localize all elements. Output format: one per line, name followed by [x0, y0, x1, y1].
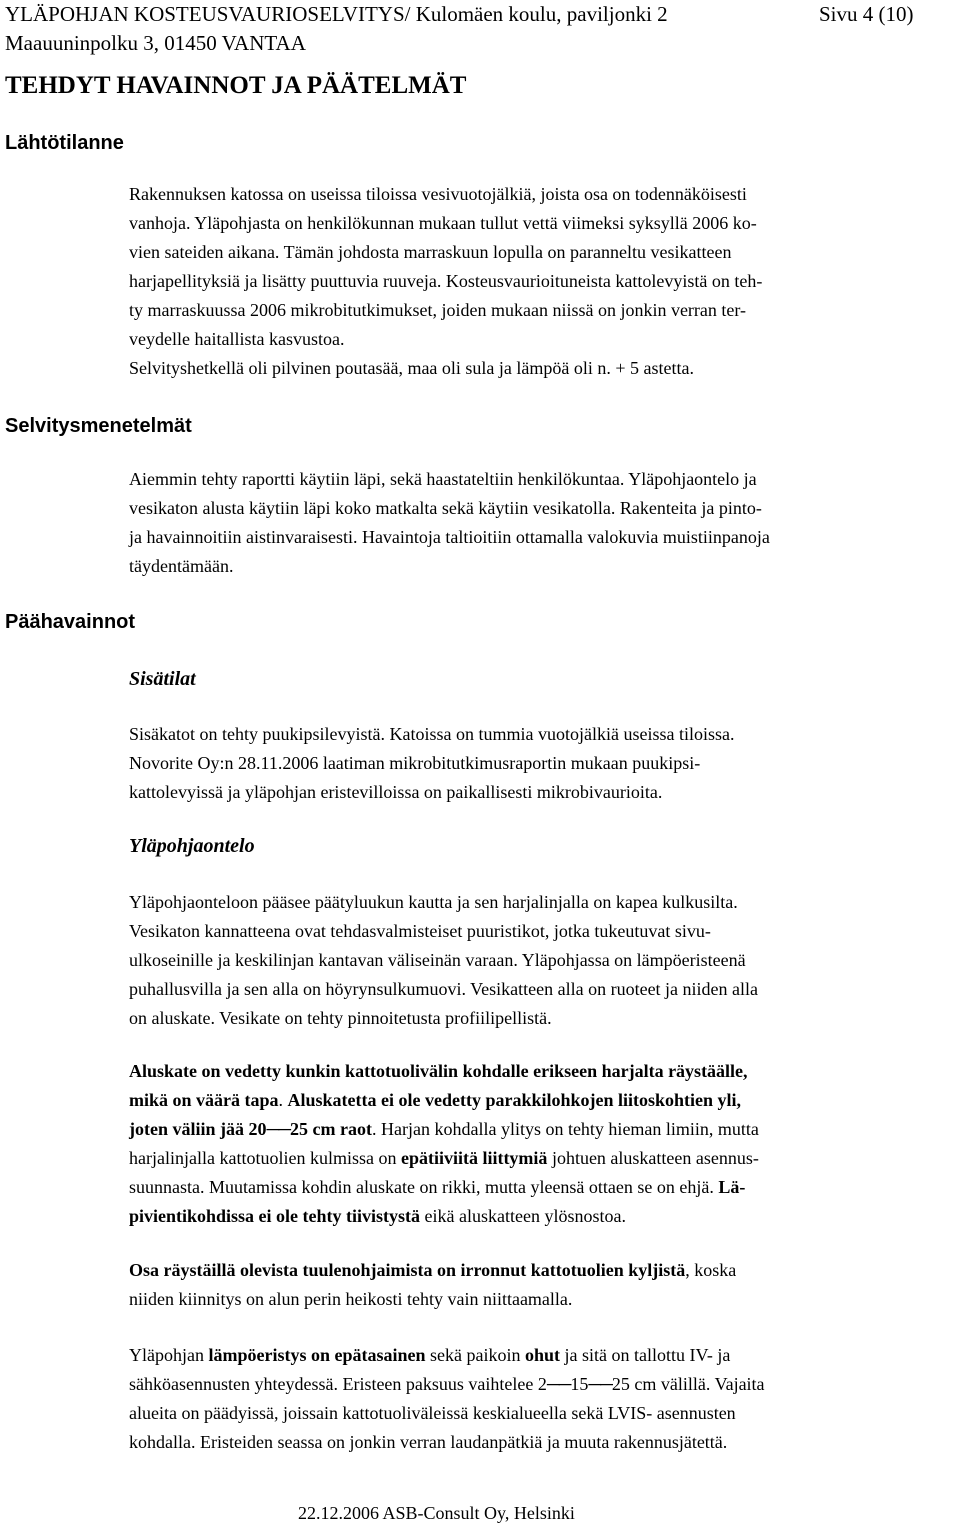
- page-number: Sivu 4 (10): [819, 2, 914, 26]
- bold-text: joten väliin jää 20: [129, 1119, 267, 1139]
- text-line: Aluskate on vedetty kunkin kattotuolivälin kohdalle erikseen harjalta räystäälle,: [129, 1061, 748, 1081]
- text-span: sekä paikoin: [425, 1345, 525, 1365]
- bold-text: lämpöeristys on epätasainen: [208, 1345, 426, 1365]
- bold-text: pivientikohdissa ei ole tehty tiivistystä: [129, 1206, 421, 1226]
- text-line: ulkoseinille ja keskilinjan kantavan väliseinän varaan. Yläpohjassa on lämpöeristeenä: [129, 950, 746, 970]
- page-footer: 22.12.2006 ASB-Consult Oy, Helsinki: [298, 1503, 575, 1523]
- document-title: YLÄPOHJAN KOSTEUSVAURIOSELVITYS/ Kulomäen koulu, paviljonki 2: [5, 2, 668, 26]
- text-span: eikä aluskatteen ylösnostoa.: [420, 1206, 626, 1226]
- text-line: Selvityshetkellä oli pilvinen poutasää, maa oli sula ja lämpöä oli n. + 5 astetta.: [129, 358, 695, 378]
- bold-text: Osa räystäillä olevista tuulenohjaimista on irronnut kattotuolien kyljistä: [129, 1260, 686, 1280]
- text-span: 25 cm välillä. Vajaita: [611, 1374, 765, 1394]
- dash: ──: [266, 1119, 291, 1139]
- text-span: .: [278, 1090, 288, 1110]
- bold-text: Lä-: [718, 1177, 746, 1197]
- lahtotilanne-paragraph: [129, 180, 954, 383]
- text-line: kohdalla. Eristeiden seassa on jonkin verran laudanpätkiä ja muuta rakennusjätettä.: [129, 1432, 728, 1452]
- bold-text: Aluskatetta ei ole vedetty parakkilohkojen liitoskohtien yli,: [287, 1090, 742, 1110]
- text-span: 15: [570, 1374, 589, 1394]
- text-line: ja havainnoitiin aistinvaraisesti. Havaintoja taltioitiin ottamalla valokuvia muistiinpanoja: [129, 527, 770, 547]
- text-line: Vesikaton kannatteena ovat tehdasvalmisteiset puuristikot, jotka tukeutuvat sivu-: [129, 921, 711, 941]
- aluskate-paragraph: [129, 1057, 954, 1231]
- text-span: suunnasta. Muutamissa kohdin aluskate on rikki, mutta yleensä ottaen se on ehjä.: [129, 1177, 719, 1197]
- selvitysmenetelmat-paragraph: [129, 465, 954, 581]
- text-line: harjapellityksiä ja lisätty puuttuvia ruuveja. Kosteusvaurioituneista kattolevyistä on teh-: [129, 271, 763, 291]
- text-line: Rakennuksen katossa on useissa tiloissa vesivuotojälkiä, joista osa on todennäköisesti: [129, 184, 747, 204]
- subheading-ylapohjaontelo: Yläpohjaontelo: [129, 835, 255, 857]
- bold-text: epätiiviitä liittymiä: [400, 1148, 548, 1168]
- text-span: . Harjan kohdalla ylitys on tehty hieman limiin, mutta: [371, 1119, 759, 1139]
- main-heading: TEHDYT HAVAINNOT JA PÄÄTELMÄT: [5, 72, 467, 99]
- raystas-paragraph: [129, 1256, 954, 1314]
- bold-text: 25 cm raot: [290, 1119, 372, 1139]
- text-line: vesikaton alusta käytiin läpi koko matkalta sekä käytiin vesikatolla. Rakenteita ja pinto-: [129, 498, 762, 518]
- section-label-selvitysmenetelmat: Selvitysmenetelmät: [5, 415, 192, 437]
- bold-text: ohut: [524, 1345, 560, 1365]
- text-line: täydentämään.: [129, 556, 234, 576]
- text-span: harjalinjalla kattotuolien kulmissa on: [129, 1148, 401, 1168]
- text-span: sähköasennusten yhteydessä. Eristeen paksuus vaihtelee 2: [129, 1374, 547, 1394]
- text-line: vien sateiden aikana. Tämän johdosta marraskuun lopulla on paranneltu vesikatteen: [129, 242, 732, 262]
- text-line: puhallusvilla ja sen alla on höyrynsulkumuovi. Vesikatteen alla on ruoteet ja niiden alla: [129, 979, 759, 999]
- text-line: on aluskate. Vesikate on tehty pinnoitetusta profiilipellistä.: [129, 1008, 552, 1028]
- ylapohjaontelo-paragraph: [129, 888, 954, 1033]
- text-span: ja sitä on tallottu IV- ja: [560, 1345, 731, 1365]
- subheading-sisatilat: Sisätilat: [129, 668, 196, 690]
- text-span: Yläpohjan: [129, 1345, 209, 1365]
- text-span: , koska: [685, 1260, 737, 1280]
- text-span: johtuen aluskatteen asennus-: [547, 1148, 759, 1168]
- text-line: veydelle haitallista kasvustoa.: [129, 329, 345, 349]
- dash: ──: [588, 1374, 612, 1394]
- dash: ──: [546, 1374, 571, 1394]
- text-line: vanhoja. Yläpohjasta on henkilökunnan mukaan tullut vettä viimeksi syksyllä 2006 ko-: [129, 213, 757, 233]
- section-label-lahtotilanne: Lähtötilanne: [5, 132, 124, 154]
- text-line: ty marraskuussa 2006 mikrobitutkimukset, joiden mukaan niissä on jonkin verran ter-: [129, 300, 747, 320]
- text-line: Yläpohjaonteloon pääsee päätyluukun kautta ja sen harjalinjalla on kapea kulkusilta.: [129, 892, 738, 912]
- text-line: Novorite Oy:n 28.11.2006 laatiman mikrobitutkimusraportin mukaan puukipsi-: [129, 753, 701, 773]
- text-line: Sisäkatot on tehty puukipsilevyistä. Katoissa on tummia vuotojälkiä useissa tiloissa.: [129, 724, 735, 744]
- sisatilat-paragraph: [129, 720, 954, 807]
- document-address: Maauuninpolku 3, 01450 VANTAA: [5, 31, 306, 55]
- text-line: Aiemmin tehty raportti käytiin läpi, sekä haastateltiin henkilökuntaa. Yläpohjaontelo ja: [129, 469, 757, 489]
- text-line: alueita on päädyissä, joissain kattotuoliväleissä keskialueella sekä LVIS- asennusten: [129, 1403, 736, 1423]
- text-line: kattolevyissä ja yläpohjan eristevilloissa on paikallisesti mikrobivaurioita.: [129, 782, 663, 802]
- section-label-paahavainnot: Päähavainnot: [5, 611, 136, 633]
- bold-text: mikä on väärä tapa: [129, 1090, 279, 1110]
- eristys-paragraph: [129, 1341, 954, 1457]
- text-line: niiden kiinnitys on alun perin heikosti tehty vain niittaamalla.: [129, 1289, 573, 1309]
